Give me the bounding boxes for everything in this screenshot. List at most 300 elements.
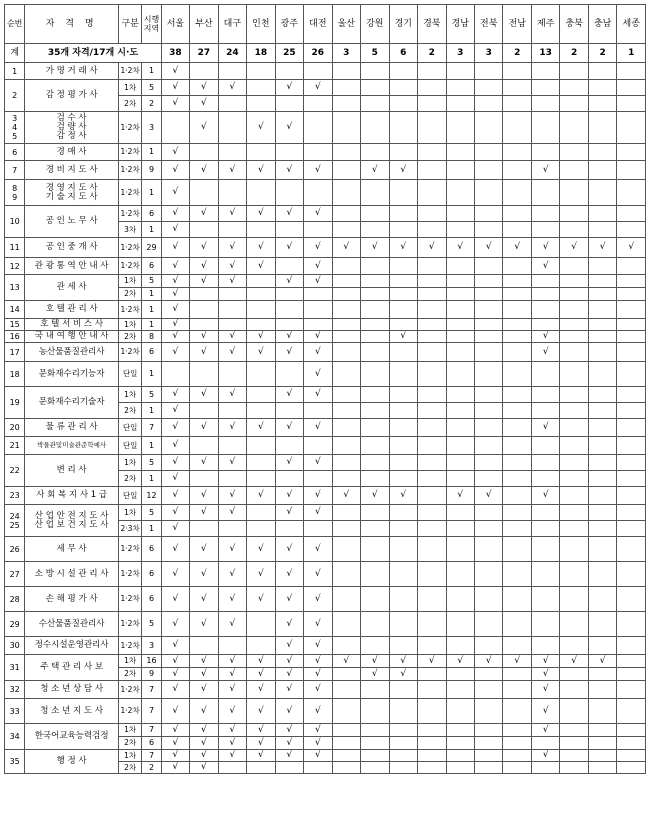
- region-check-cell: √: [304, 668, 332, 681]
- region-check-cell: [247, 96, 275, 112]
- region-check-cell: [503, 343, 531, 362]
- row-count: 1: [142, 437, 161, 455]
- row-kind: 단일: [118, 362, 141, 387]
- region-check-cell: [218, 144, 246, 161]
- region-check-cell: [418, 562, 446, 587]
- row-seq: 28: [5, 587, 25, 612]
- region-check-cell: [304, 144, 332, 161]
- region-check-cell: [332, 505, 360, 521]
- table-row: [5, 362, 646, 387]
- region-check-cell: [332, 737, 360, 750]
- region-check-cell: √: [190, 387, 218, 403]
- region-check-cell: [418, 471, 446, 487]
- region-check-cell: [474, 562, 502, 587]
- region-check-cell: [446, 63, 474, 80]
- region-check-cell: √: [161, 275, 189, 288]
- region-check-cell: √: [218, 387, 246, 403]
- region-check-cell: √: [161, 537, 189, 562]
- header-region-14: 충북: [560, 5, 588, 44]
- region-check-cell: [588, 455, 616, 471]
- region-check-cell: [361, 403, 389, 419]
- region-check-cell: √: [190, 238, 218, 258]
- region-check-cell: [474, 762, 502, 774]
- region-check-cell: [332, 301, 360, 319]
- region-check-cell: [503, 112, 531, 144]
- region-check-cell: [560, 419, 588, 437]
- region-check-cell: [332, 403, 360, 419]
- region-check-cell: [560, 612, 588, 637]
- region-check-cell: √: [218, 668, 246, 681]
- region-check-cell: [389, 637, 417, 655]
- region-check-cell: √: [218, 487, 246, 505]
- region-check-cell: [332, 437, 360, 455]
- region-check-cell: [389, 362, 417, 387]
- region-check-cell: [617, 343, 646, 362]
- region-check-cell: √: [361, 238, 389, 258]
- header-region-7: 강원: [361, 5, 389, 44]
- region-check-cell: [474, 699, 502, 724]
- row-seq: 3 4 5: [5, 112, 25, 144]
- region-check-cell: √: [531, 724, 559, 737]
- row-name: 국 내 여 행 안 내 사: [25, 331, 119, 343]
- region-check-cell: [389, 80, 417, 96]
- region-check-cell: [503, 301, 531, 319]
- region-check-cell: [588, 144, 616, 161]
- region-check-cell: [418, 63, 446, 80]
- region-check-cell: [617, 419, 646, 437]
- row-name: 농산물품질관리사: [25, 343, 119, 362]
- region-check-cell: [418, 362, 446, 387]
- region-check-cell: [332, 275, 360, 288]
- region-check-cell: [474, 161, 502, 180]
- row-count: 1: [142, 403, 161, 419]
- region-check-cell: [503, 419, 531, 437]
- region-check-cell: √: [275, 206, 303, 222]
- region-check-cell: [361, 319, 389, 331]
- row-count: 6: [142, 737, 161, 750]
- row-count: 6: [142, 562, 161, 587]
- region-check-cell: [332, 612, 360, 637]
- row-kind: 1차: [118, 80, 141, 96]
- region-check-cell: [332, 699, 360, 724]
- row-count: 5: [142, 505, 161, 521]
- row-seq: 10: [5, 206, 25, 238]
- region-check-cell: √: [161, 343, 189, 362]
- region-check-cell: [332, 319, 360, 331]
- region-check-cell: [361, 612, 389, 637]
- region-check-cell: [418, 724, 446, 737]
- region-check-cell: [588, 521, 616, 537]
- region-check-cell: [304, 403, 332, 419]
- region-check-cell: [332, 161, 360, 180]
- region-check-cell: [418, 737, 446, 750]
- region-check-cell: [588, 362, 616, 387]
- region-check-cell: [588, 403, 616, 419]
- region-check-cell: [361, 521, 389, 537]
- region-check-cell: √: [275, 455, 303, 471]
- region-check-cell: [218, 319, 246, 331]
- region-check-cell: √: [190, 562, 218, 587]
- row-kind: 1·2차: [118, 681, 141, 699]
- region-check-cell: [560, 403, 588, 419]
- region-check-cell: [503, 750, 531, 762]
- region-check-cell: [389, 437, 417, 455]
- row-kind: 1차: [118, 387, 141, 403]
- region-check-cell: [588, 63, 616, 80]
- region-check-cell: [332, 455, 360, 471]
- region-check-cell: √: [190, 343, 218, 362]
- region-check-cell: [474, 724, 502, 737]
- region-check-cell: [446, 331, 474, 343]
- region-check-cell: [474, 222, 502, 238]
- row-kind: 단일: [118, 437, 141, 455]
- region-check-cell: √: [161, 206, 189, 222]
- region-check-cell: [361, 112, 389, 144]
- row-count: 8: [142, 331, 161, 343]
- region-check-cell: [275, 222, 303, 238]
- region-check-cell: [190, 521, 218, 537]
- region-check-cell: [446, 562, 474, 587]
- region-check-cell: [446, 96, 474, 112]
- region-check-cell: [247, 301, 275, 319]
- region-check-cell: √: [503, 655, 531, 668]
- region-check-cell: [389, 63, 417, 80]
- region-check-cell: [247, 505, 275, 521]
- region-check-cell: [389, 455, 417, 471]
- region-check-cell: [304, 288, 332, 301]
- region-check-cell: [190, 362, 218, 387]
- row-seq: 19: [5, 387, 25, 419]
- region-check-cell: [503, 521, 531, 537]
- region-check-cell: [190, 222, 218, 238]
- region-check-cell: [446, 750, 474, 762]
- region-check-cell: √: [503, 238, 531, 258]
- row-kind: 1·2차: [118, 562, 141, 587]
- region-check-cell: [247, 762, 275, 774]
- region-check-cell: √: [190, 258, 218, 275]
- table-row: [5, 655, 646, 668]
- region-check-cell: [531, 180, 559, 206]
- row-name: 관 세 사: [25, 275, 119, 301]
- region-check-cell: √: [275, 750, 303, 762]
- region-check-cell: [474, 180, 502, 206]
- region-check-cell: [560, 319, 588, 331]
- region-check-cell: [617, 750, 646, 762]
- region-check-cell: [247, 362, 275, 387]
- region-check-cell: [418, 288, 446, 301]
- region-check-cell: [275, 471, 303, 487]
- row-seq: 26: [5, 537, 25, 562]
- region-check-cell: [418, 699, 446, 724]
- region-check-cell: [389, 612, 417, 637]
- region-check-cell: [190, 63, 218, 80]
- region-check-cell: √: [247, 724, 275, 737]
- region-check-cell: √: [304, 487, 332, 505]
- region-check-cell: [617, 275, 646, 288]
- region-check-cell: √: [275, 537, 303, 562]
- row-seq: 15: [5, 319, 25, 331]
- total-label: 계: [5, 44, 25, 63]
- region-check-cell: [474, 737, 502, 750]
- row-count: 1: [142, 222, 161, 238]
- region-check-cell: [560, 681, 588, 699]
- region-check-cell: [304, 96, 332, 112]
- table-row: [5, 637, 646, 655]
- region-check-cell: [588, 750, 616, 762]
- region-check-cell: [588, 96, 616, 112]
- region-check-cell: √: [161, 521, 189, 537]
- region-check-cell: [332, 288, 360, 301]
- region-check-cell: √: [275, 161, 303, 180]
- region-check-cell: [275, 319, 303, 331]
- region-check-cell: [275, 63, 303, 80]
- region-check-cell: [588, 737, 616, 750]
- region-check-cell: [617, 505, 646, 521]
- region-check-cell: [247, 275, 275, 288]
- region-check-cell: [389, 762, 417, 774]
- row-seq: 22: [5, 455, 25, 487]
- region-check-cell: [588, 319, 616, 331]
- region-check-cell: [503, 362, 531, 387]
- region-check-cell: [617, 562, 646, 587]
- region-check-cell: [446, 301, 474, 319]
- region-check-cell: [304, 521, 332, 537]
- region-check-cell: [418, 437, 446, 455]
- region-check-cell: √: [190, 275, 218, 288]
- region-check-cell: [446, 319, 474, 331]
- row-count: 9: [142, 668, 161, 681]
- region-check-cell: [418, 505, 446, 521]
- region-check-cell: [446, 222, 474, 238]
- region-check-cell: [361, 80, 389, 96]
- region-check-cell: √: [161, 161, 189, 180]
- header-region-11: 전북: [474, 5, 502, 44]
- region-check-cell: [218, 301, 246, 319]
- region-check-cell: [275, 403, 303, 419]
- table-row: [5, 612, 646, 637]
- region-check-cell: [389, 505, 417, 521]
- region-check-cell: [531, 403, 559, 419]
- region-check-cell: √: [275, 562, 303, 587]
- region-check-cell: √: [275, 505, 303, 521]
- region-check-cell: [446, 362, 474, 387]
- region-check-cell: √: [389, 668, 417, 681]
- table-row: [5, 238, 646, 258]
- region-check-cell: √: [389, 331, 417, 343]
- total-value-8: 6: [389, 44, 417, 63]
- table-row: [5, 63, 646, 80]
- row-seq: 27: [5, 562, 25, 587]
- region-check-cell: [531, 737, 559, 750]
- region-check-cell: √: [161, 681, 189, 699]
- region-check-cell: [418, 419, 446, 437]
- region-check-cell: √: [304, 331, 332, 343]
- region-check-cell: [418, 180, 446, 206]
- region-check-cell: √: [161, 612, 189, 637]
- header-region-1: 부산: [190, 5, 218, 44]
- total-value-4: 25: [275, 44, 303, 63]
- region-check-cell: [446, 288, 474, 301]
- region-check-cell: [474, 750, 502, 762]
- region-check-cell: [531, 537, 559, 562]
- region-check-cell: [560, 699, 588, 724]
- row-seq: 20: [5, 419, 25, 437]
- row-count: 1: [142, 63, 161, 80]
- region-check-cell: √: [275, 331, 303, 343]
- header-region-4: 광주: [275, 5, 303, 44]
- region-check-cell: [247, 80, 275, 96]
- region-check-cell: √: [304, 637, 332, 655]
- header-name: 자 격 명: [25, 5, 119, 44]
- row-kind: 단일: [118, 419, 141, 437]
- region-check-cell: √: [218, 238, 246, 258]
- region-check-cell: [361, 301, 389, 319]
- region-check-cell: √: [418, 238, 446, 258]
- region-check-cell: √: [161, 505, 189, 521]
- region-check-cell: [218, 63, 246, 80]
- total-value-5: 26: [304, 44, 332, 63]
- region-check-cell: [474, 206, 502, 222]
- region-check-cell: √: [304, 387, 332, 403]
- region-check-cell: [617, 319, 646, 331]
- region-check-cell: [304, 437, 332, 455]
- region-check-cell: [503, 537, 531, 562]
- region-check-cell: [389, 537, 417, 562]
- header-region-9: 경북: [418, 5, 446, 44]
- region-check-cell: √: [161, 487, 189, 505]
- region-check-cell: [560, 487, 588, 505]
- region-check-cell: √: [218, 505, 246, 521]
- region-check-cell: √: [531, 419, 559, 437]
- total-title: 35개 자격/17개 시·도: [25, 44, 161, 63]
- row-name: 산 업 안 전 지 도 사 산 업 보 건 지 도 사: [25, 505, 119, 537]
- region-check-cell: [332, 63, 360, 80]
- region-check-cell: [617, 222, 646, 238]
- region-check-cell: √: [474, 487, 502, 505]
- region-check-cell: [503, 387, 531, 403]
- region-check-cell: √: [190, 762, 218, 774]
- region-check-cell: [560, 180, 588, 206]
- region-check-cell: [389, 562, 417, 587]
- region-check-cell: [389, 387, 417, 403]
- region-check-cell: √: [304, 80, 332, 96]
- region-check-cell: √: [588, 655, 616, 668]
- region-check-cell: √: [161, 471, 189, 487]
- region-check-cell: √: [161, 668, 189, 681]
- row-name: 경 영 지 도 사 기 술 지 도 사: [25, 180, 119, 206]
- region-check-cell: [332, 562, 360, 587]
- region-check-cell: [474, 80, 502, 96]
- region-check-cell: [617, 301, 646, 319]
- region-check-cell: [560, 275, 588, 288]
- table-header: [5, 5, 646, 44]
- region-check-cell: √: [446, 238, 474, 258]
- region-check-cell: [560, 222, 588, 238]
- region-check-cell: [418, 587, 446, 612]
- region-check-cell: [418, 455, 446, 471]
- table-row: [5, 112, 646, 144]
- row-kind: 1·2차: [118, 301, 141, 319]
- region-check-cell: √: [275, 637, 303, 655]
- row-count: 5: [142, 455, 161, 471]
- region-check-cell: √: [389, 161, 417, 180]
- region-check-cell: √: [531, 655, 559, 668]
- region-check-cell: √: [218, 724, 246, 737]
- region-check-cell: [332, 343, 360, 362]
- region-check-cell: [418, 487, 446, 505]
- row-name: 손 해 평 가 사: [25, 587, 119, 612]
- region-check-cell: [560, 587, 588, 612]
- region-check-cell: [503, 587, 531, 612]
- region-check-cell: [531, 437, 559, 455]
- region-check-cell: [332, 80, 360, 96]
- region-check-cell: [474, 521, 502, 537]
- region-check-cell: [446, 343, 474, 362]
- row-name: 경 매 사: [25, 144, 119, 161]
- region-check-cell: √: [275, 419, 303, 437]
- region-check-cell: √: [218, 275, 246, 288]
- region-check-cell: √: [190, 331, 218, 343]
- region-check-cell: [446, 258, 474, 275]
- row-count: 6: [142, 343, 161, 362]
- row-seq: 29: [5, 612, 25, 637]
- row-name: 공 인 노 무 사: [25, 206, 119, 238]
- region-check-cell: [418, 681, 446, 699]
- region-check-cell: √: [218, 699, 246, 724]
- region-check-cell: [560, 343, 588, 362]
- region-check-cell: √: [190, 699, 218, 724]
- region-check-cell: [617, 681, 646, 699]
- row-kind: 1·2차: [118, 699, 141, 724]
- row-kind: 1·2차: [118, 612, 141, 637]
- region-check-cell: [247, 637, 275, 655]
- region-check-cell: √: [361, 161, 389, 180]
- region-check-cell: [474, 637, 502, 655]
- region-check-cell: [361, 681, 389, 699]
- region-check-cell: [588, 681, 616, 699]
- region-check-cell: [190, 637, 218, 655]
- header-row: [5, 5, 646, 44]
- region-check-cell: [503, 637, 531, 655]
- region-check-cell: [332, 222, 360, 238]
- region-check-cell: [161, 112, 189, 144]
- region-check-cell: [531, 319, 559, 331]
- region-check-cell: [332, 144, 360, 161]
- region-check-cell: √: [161, 455, 189, 471]
- region-check-cell: [247, 144, 275, 161]
- region-check-cell: √: [190, 96, 218, 112]
- region-check-cell: √: [190, 737, 218, 750]
- region-check-cell: [446, 668, 474, 681]
- region-check-cell: [446, 724, 474, 737]
- region-check-cell: [332, 258, 360, 275]
- row-count: 1: [142, 144, 161, 161]
- region-check-cell: √: [161, 750, 189, 762]
- region-check-cell: [446, 612, 474, 637]
- region-check-cell: [332, 96, 360, 112]
- row-count: 2: [142, 762, 161, 774]
- region-check-cell: √: [531, 331, 559, 343]
- region-check-cell: [389, 301, 417, 319]
- region-check-cell: [588, 301, 616, 319]
- row-count: 5: [142, 80, 161, 96]
- total-value-0: 38: [161, 44, 189, 63]
- region-check-cell: √: [531, 343, 559, 362]
- region-check-cell: [218, 403, 246, 419]
- table-row: [5, 487, 646, 505]
- row-kind: 1·2차: [118, 537, 141, 562]
- table-row: [5, 331, 646, 343]
